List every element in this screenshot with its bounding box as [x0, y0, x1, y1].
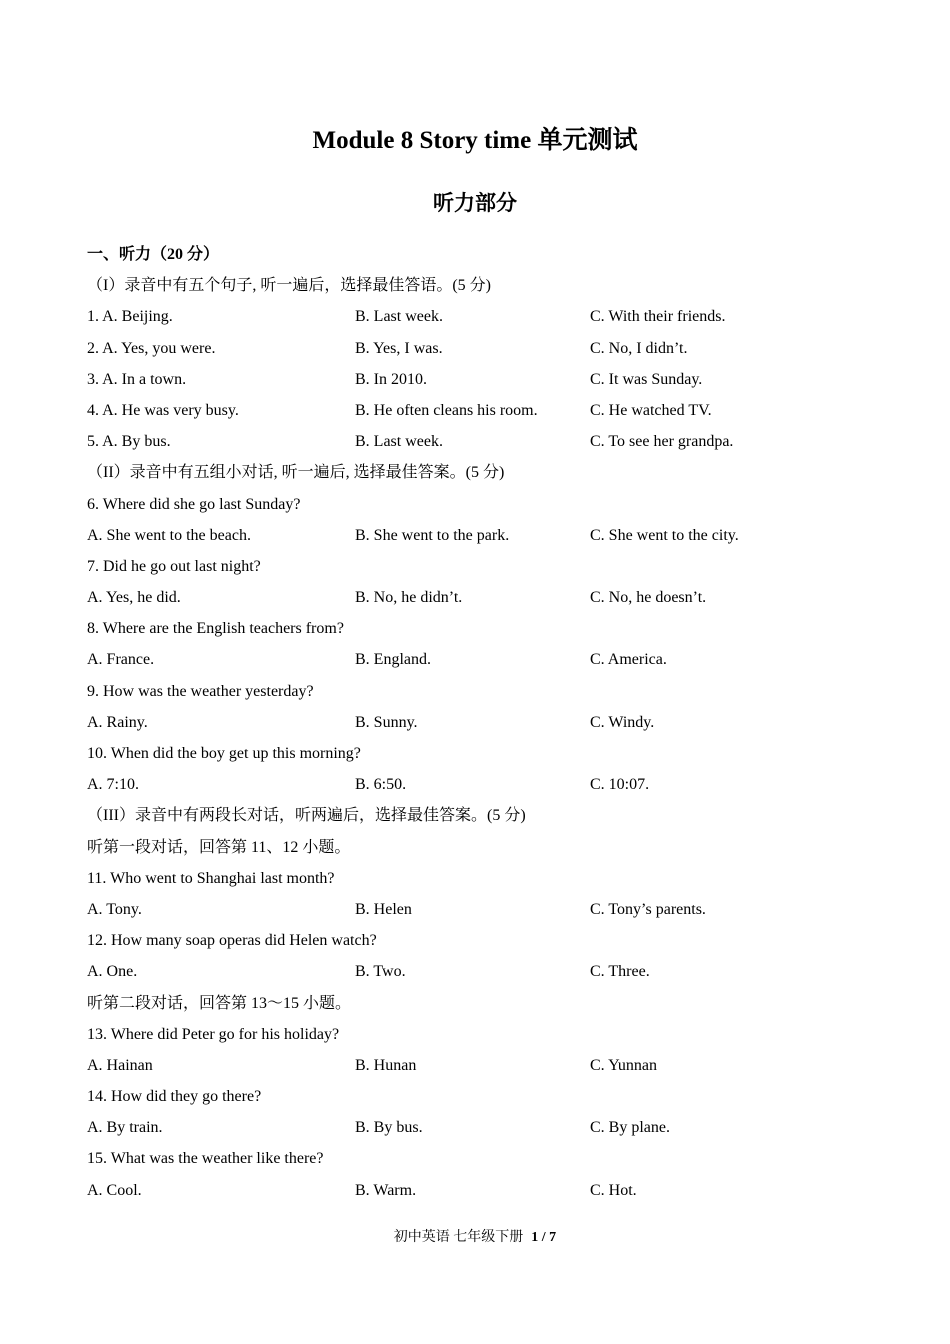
section-heading: 一、听力（20 分） [87, 246, 220, 263]
footer-text: 初中英语 七年级下册 [393, 1230, 524, 1245]
option-a: 3. A. In a town. [87, 370, 187, 388]
option-a: A. She went to the beach. [87, 526, 251, 544]
page-title: Module 8 Story time 单元测试 [312, 127, 638, 154]
option-c: C. Hot. [590, 1181, 637, 1199]
option-b: B. Helen [355, 900, 412, 918]
question-row [87, 301, 887, 332]
options-row [87, 894, 887, 925]
option-c: C. It was Sunday. [590, 370, 703, 388]
option-c: C. She went to the city. [590, 526, 739, 544]
option-c: C. Tony’s parents. [590, 900, 706, 918]
option-c: C. Three. [590, 963, 650, 981]
option-a: 5. A. By bus. [87, 433, 171, 451]
option-c: C. America. [590, 651, 667, 669]
option-b: B. Yes, I was. [355, 339, 443, 357]
options-row [87, 1112, 887, 1143]
question-stem: 15. What was the weather like there? [87, 1150, 324, 1168]
option-b: B. By bus. [355, 1119, 423, 1137]
option-c: C. With their friends. [590, 308, 726, 326]
page-subtitle: 听力部分 [433, 191, 517, 215]
option-a: A. Hainan [87, 1056, 153, 1074]
question-row [87, 364, 887, 395]
option-b: B. No, he didn’t. [355, 589, 463, 607]
option-b: B. Last week. [355, 433, 443, 451]
option-b: B. Sunny. [355, 713, 418, 731]
question-stem: 7. Did he go out last night? [87, 557, 261, 575]
option-b: B. 6:50. [355, 776, 407, 794]
options-row [87, 956, 887, 987]
question-stem: 14. How did they go there? [87, 1088, 262, 1106]
option-b: B. Warm. [355, 1181, 417, 1199]
question-row [87, 426, 887, 457]
question-row [87, 333, 887, 364]
question-stem: 13. Where did Peter go for his holiday? [87, 1025, 340, 1043]
option-c: C. No, I didn’t. [590, 339, 688, 357]
option-c: C. To see her grandpa. [590, 433, 734, 451]
option-c: C. 10:07. [590, 776, 650, 794]
option-b: B. Hunan [355, 1056, 417, 1074]
option-a: A. Rainy. [87, 713, 148, 731]
option-c: C. Yunnan [590, 1056, 657, 1074]
page-footer [0, 1226, 950, 1250]
part3-instruction: （III）录音中有两段长对话，听两遍后，选择最佳答案。(5 分) [87, 807, 526, 825]
option-a: 4. A. He was very busy. [87, 401, 239, 419]
options-row [87, 582, 887, 613]
question-stem: 8. Where are the English teachers from? [87, 620, 344, 638]
options-row [87, 769, 887, 800]
option-a: A. One. [87, 963, 138, 981]
option-b: B. Last week. [355, 308, 443, 326]
options-row [87, 707, 887, 738]
options-row [87, 1050, 887, 1081]
option-a: A. Cool. [87, 1181, 142, 1199]
option-c: C. No, he doesn’t. [590, 589, 707, 607]
option-a: A. 7:10. [87, 776, 139, 794]
options-row [87, 644, 887, 675]
part2-instruction: （II）录音中有五组小对话, 听一遍后, 选择最佳答案。(5 分) [87, 464, 505, 482]
question-stem: 9. How was the weather yesterday? [87, 682, 314, 700]
option-a: 1. A. Beijing. [87, 308, 173, 326]
question-stem: 10. When did the boy get up this morning? [87, 745, 361, 762]
option-c: C. He watched TV. [590, 401, 712, 419]
exam-content [87, 239, 887, 1206]
page-number: 1 / 7 [531, 1230, 557, 1245]
question-stem: 11. Who went to Shanghai last month? [87, 869, 335, 887]
question-stem: 12. How many soap operas did Helen watch? [87, 932, 377, 950]
option-a: A. By train. [87, 1119, 163, 1137]
option-c: C. Windy. [590, 713, 655, 731]
part1-instruction: （I）录音中有五个句子, 听一遍后，选择最佳答语。(5 分) [87, 277, 491, 295]
options-row [87, 520, 887, 551]
option-a: A. France. [87, 651, 155, 669]
option-a: A. Tony. [87, 900, 142, 918]
dialog1-intro: 听第一段对话，回答第 11、12 小题。 [87, 838, 351, 856]
dialog2-intro: 听第二段对话，回答第 13～15 小题。 [87, 994, 352, 1012]
question-row [87, 395, 887, 426]
options-row [87, 1175, 887, 1206]
option-a: 2. A. Yes, you were. [87, 339, 216, 357]
question-stem: 6. Where did she go last Sunday? [87, 495, 301, 513]
option-c: C. By plane. [590, 1119, 670, 1137]
option-b: B. England. [355, 651, 431, 669]
option-b: B. In 2010. [355, 370, 427, 388]
option-b: B. Two. [355, 963, 406, 981]
option-b: B. He often cleans his room. [355, 401, 538, 419]
option-b: B. She went to the park. [355, 526, 510, 544]
option-a: A. Yes, he did. [87, 589, 181, 607]
